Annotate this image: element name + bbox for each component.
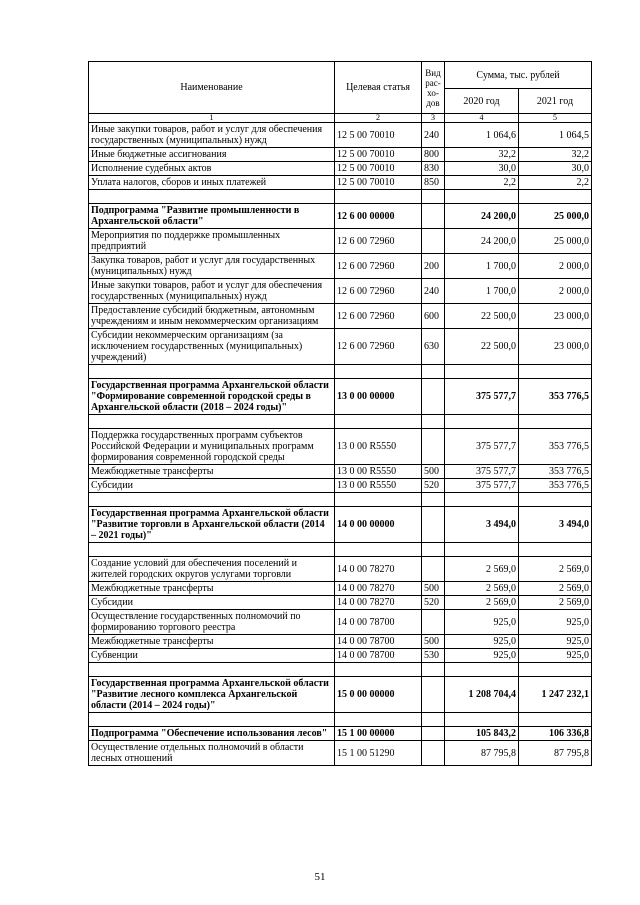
spacer-cell: [89, 365, 335, 379]
row-name: Уплата налогов, сборов и иных платежей: [89, 176, 335, 190]
row-name: Иные закупки товаров, работ и услуг для обеспечения государственных (муниципальных) нужд: [89, 123, 335, 148]
row-value-2020: 22 500,0: [445, 329, 519, 365]
row-kind: 530: [422, 649, 445, 663]
spacer-cell: [422, 190, 445, 204]
row-value-2020: 375 577,7: [445, 379, 519, 415]
table-row: [89, 727, 592, 741]
row-name: Межбюджетные трансферты: [89, 465, 335, 479]
row-code: 12 6 00 72960: [335, 304, 422, 329]
row-code: 12 6 00 72960: [335, 254, 422, 279]
table-row: [89, 229, 592, 254]
row-value-2020: 375 577,7: [445, 479, 519, 493]
table-row: [89, 329, 592, 365]
header-kind: Вид рас-хо-дов: [422, 62, 445, 114]
row-code: 12 6 00 00000: [335, 204, 422, 229]
row-kind: 500: [422, 465, 445, 479]
row-code: 14 0 00 78270: [335, 557, 422, 582]
row-value-2021: 2 000,0: [519, 279, 592, 304]
row-value-2020: 925,0: [445, 610, 519, 635]
row-value-2020: 24 200,0: [445, 229, 519, 254]
row-code: 15 0 00 00000: [335, 677, 422, 713]
header-year-2020: 2020 год: [445, 89, 519, 114]
row-value-2020: 32,2: [445, 148, 519, 162]
row-value-2020: 2 569,0: [445, 582, 519, 596]
header-sum: Сумма, тыс. рублей: [445, 62, 592, 89]
header-year-2021: 2021 год: [519, 89, 592, 114]
row-value-2021: 925,0: [519, 649, 592, 663]
spacer-cell: [335, 365, 422, 379]
row-value-2021: 1 247 232,1: [519, 677, 592, 713]
row-value-2020: 24 200,0: [445, 204, 519, 229]
spacer-cell: [89, 415, 335, 429]
spacer-cell: [445, 663, 519, 677]
row-value-2020: 925,0: [445, 649, 519, 663]
spacer-cell: [519, 415, 592, 429]
row-name: Субсидии: [89, 479, 335, 493]
row-value-2021: 2,2: [519, 176, 592, 190]
table-row: [89, 582, 592, 596]
table-row: [89, 279, 592, 304]
table-row: [89, 557, 592, 582]
row-value-2021: 353 776,5: [519, 429, 592, 465]
row-value-2020: 22 500,0: [445, 304, 519, 329]
row-value-2021: 2 569,0: [519, 582, 592, 596]
row-value-2021: 3 494,0: [519, 507, 592, 543]
row-value-2020: 1 700,0: [445, 279, 519, 304]
row-name: Закупка товаров, работ и услуг для государственных (муниципальных) нужд: [89, 254, 335, 279]
spacer-cell: [422, 713, 445, 727]
spacer-cell: [422, 415, 445, 429]
row-name: Создание условий для обеспечения поселений и жителей городских округов услугами торговли: [89, 557, 335, 582]
row-code: 14 0 00 78700: [335, 610, 422, 635]
row-code: 14 0 00 78700: [335, 635, 422, 649]
spacer-cell: [89, 713, 335, 727]
row-kind: [422, 429, 445, 465]
row-code: 12 6 00 72960: [335, 329, 422, 365]
row-kind: 500: [422, 582, 445, 596]
table-row: [89, 148, 592, 162]
row-kind: [422, 741, 445, 766]
table-row: [89, 123, 592, 148]
row-kind: 240: [422, 279, 445, 304]
column-number: 5: [519, 114, 592, 123]
spacer-cell: [335, 415, 422, 429]
spacer-cell: [335, 543, 422, 557]
row-name: Мероприятия по поддержке промышленных предприятий: [89, 229, 335, 254]
spacer-row: [89, 543, 592, 557]
row-code: 13 0 00 R5550: [335, 479, 422, 493]
row-value-2020: 1 064,6: [445, 123, 519, 148]
table-row: [89, 677, 592, 713]
row-name: Межбюджетные трансферты: [89, 635, 335, 649]
row-value-2020: 2 569,0: [445, 596, 519, 610]
spacer-cell: [335, 190, 422, 204]
row-kind: [422, 229, 445, 254]
row-code: 14 0 00 00000: [335, 507, 422, 543]
table-row: [89, 176, 592, 190]
header-name: Наименование: [89, 62, 335, 114]
row-kind: [422, 677, 445, 713]
row-value-2021: 2 569,0: [519, 557, 592, 582]
row-value-2021: 106 336,8: [519, 727, 592, 741]
row-name: Иные закупки товаров, работ и услуг для обеспечения государственных (муниципальных) нужд: [89, 279, 335, 304]
table-row: [89, 610, 592, 635]
row-value-2021: 925,0: [519, 610, 592, 635]
row-value-2021: 30,0: [519, 162, 592, 176]
spacer-row: [89, 493, 592, 507]
row-code: 13 0 00 00000: [335, 379, 422, 415]
row-code: 15 1 00 51290: [335, 741, 422, 766]
spacer-cell: [89, 493, 335, 507]
spacer-cell: [445, 365, 519, 379]
budget-table: [88, 61, 592, 766]
spacer-cell: [422, 663, 445, 677]
row-value-2021: 23 000,0: [519, 304, 592, 329]
row-name: Межбюджетные трансферты: [89, 582, 335, 596]
row-name: Государственная программа Архангельской области "Формирование современной городской среды в Архангельской области (2018 – 2024 годы)": [89, 379, 335, 415]
spacer-cell: [445, 713, 519, 727]
table-row: [89, 479, 592, 493]
row-value-2021: 2 569,0: [519, 596, 592, 610]
row-kind: [422, 379, 445, 415]
row-name: Субсидии некоммерческим организациям (за исключением государственных (муниципальных) учреждений): [89, 329, 335, 365]
spacer-row: [89, 713, 592, 727]
row-code: 12 5 00 70010: [335, 162, 422, 176]
spacer-row: [89, 365, 592, 379]
row-name: Субвенции: [89, 649, 335, 663]
row-code: 12 6 00 72960: [335, 279, 422, 304]
row-code: 12 5 00 70010: [335, 176, 422, 190]
row-value-2020: 375 577,7: [445, 429, 519, 465]
row-value-2021: 25 000,0: [519, 229, 592, 254]
row-name: Поддержка государственных программ субъектов Российской Федерации и муниципальных программ формирования современной городской среды: [89, 429, 335, 465]
table-row: [89, 304, 592, 329]
row-kind: 630: [422, 329, 445, 365]
row-kind: [422, 557, 445, 582]
row-value-2021: 353 776,5: [519, 379, 592, 415]
row-kind: [422, 727, 445, 741]
spacer-row: [89, 190, 592, 204]
row-kind: 240: [422, 123, 445, 148]
row-name: Осуществление государственных полномочий по формированию торгового реестра: [89, 610, 335, 635]
row-name: Иные бюджетные ассигнования: [89, 148, 335, 162]
spacer-cell: [519, 713, 592, 727]
row-kind: 800: [422, 148, 445, 162]
row-name: Подпрограмма "Обеспечение использования лесов": [89, 727, 335, 741]
table-row: [89, 596, 592, 610]
table-row: [89, 507, 592, 543]
row-code: 12 5 00 70010: [335, 148, 422, 162]
spacer-cell: [422, 365, 445, 379]
row-code: 13 0 00 R5550: [335, 465, 422, 479]
spacer-cell: [89, 543, 335, 557]
spacer-cell: [445, 415, 519, 429]
row-code: 14 0 00 78270: [335, 582, 422, 596]
row-value-2020: 30,0: [445, 162, 519, 176]
row-code: 13 0 00 R5550: [335, 429, 422, 465]
row-name: Осуществление отдельных полномочий в области лесных отношений: [89, 741, 335, 766]
row-kind: [422, 507, 445, 543]
spacer-cell: [335, 493, 422, 507]
row-code: 14 0 00 78700: [335, 649, 422, 663]
row-name: Исполнение судебных актов: [89, 162, 335, 176]
spacer-cell: [445, 493, 519, 507]
table-row: [89, 635, 592, 649]
spacer-cell: [519, 190, 592, 204]
table-row: [89, 741, 592, 766]
spacer-cell: [519, 663, 592, 677]
spacer-cell: [422, 493, 445, 507]
row-value-2020: 1 700,0: [445, 254, 519, 279]
spacer-cell: [335, 663, 422, 677]
row-value-2020: 87 795,8: [445, 741, 519, 766]
page-number: 51: [314, 871, 326, 883]
table-row: [89, 465, 592, 479]
row-name: Государственная программа Архангельской области "Развитие торговли в Архангельской области (2014 – 2021 годы)": [89, 507, 335, 543]
row-value-2021: 32,2: [519, 148, 592, 162]
row-value-2020: 375 577,7: [445, 465, 519, 479]
row-code: 12 5 00 70010: [335, 123, 422, 148]
row-kind: 500: [422, 635, 445, 649]
header-article: Целевая статья: [335, 62, 422, 114]
row-name: Государственная программа Архангельской области "Развитие лесного комплекса Архангельской области (2014 – 2024 годы)": [89, 677, 335, 713]
row-value-2020: 2 569,0: [445, 557, 519, 582]
row-name: Предоставление субсидий бюджетным, автономным учреждениям и иным некоммерческим организациям: [89, 304, 335, 329]
table-row: [89, 379, 592, 415]
row-value-2021: 353 776,5: [519, 479, 592, 493]
table-row: [89, 254, 592, 279]
spacer-row: [89, 663, 592, 677]
column-number: 1: [89, 114, 335, 123]
row-value-2020: 1 208 704,4: [445, 677, 519, 713]
row-value-2021: 25 000,0: [519, 204, 592, 229]
row-kind: 600: [422, 304, 445, 329]
table-row: [89, 429, 592, 465]
row-kind: 200: [422, 254, 445, 279]
table-row: [89, 649, 592, 663]
row-kind: [422, 610, 445, 635]
spacer-cell: [89, 190, 335, 204]
row-code: 14 0 00 78270: [335, 596, 422, 610]
spacer-cell: [519, 365, 592, 379]
row-name: Субсидии: [89, 596, 335, 610]
spacer-cell: [445, 190, 519, 204]
spacer-cell: [445, 543, 519, 557]
table-row: [89, 204, 592, 229]
row-value-2021: 1 064,5: [519, 123, 592, 148]
table-body: [89, 123, 592, 766]
row-kind: [422, 204, 445, 229]
row-value-2021: 353 776,5: [519, 465, 592, 479]
row-code: 12 6 00 72960: [335, 229, 422, 254]
row-kind: 850: [422, 176, 445, 190]
column-number: 2: [335, 114, 422, 123]
row-kind: 520: [422, 479, 445, 493]
row-value-2020: 105 843,2: [445, 727, 519, 741]
spacer-cell: [335, 713, 422, 727]
row-value-2021: 2 000,0: [519, 254, 592, 279]
column-number: 3: [422, 114, 445, 123]
spacer-cell: [89, 663, 335, 677]
table-row: [89, 162, 592, 176]
spacer-row: [89, 415, 592, 429]
row-value-2020: 2,2: [445, 176, 519, 190]
column-number: 4: [445, 114, 519, 123]
row-value-2021: 23 000,0: [519, 329, 592, 365]
spacer-cell: [519, 493, 592, 507]
row-code: 15 1 00 00000: [335, 727, 422, 741]
row-value-2020: 3 494,0: [445, 507, 519, 543]
spacer-cell: [422, 543, 445, 557]
row-value-2021: 87 795,8: [519, 741, 592, 766]
spacer-cell: [519, 543, 592, 557]
row-name: Подпрограмма "Развитие промышленности в Архангельской области": [89, 204, 335, 229]
row-value-2021: 925,0: [519, 635, 592, 649]
row-kind: 830: [422, 162, 445, 176]
row-kind: 520: [422, 596, 445, 610]
row-value-2020: 925,0: [445, 635, 519, 649]
